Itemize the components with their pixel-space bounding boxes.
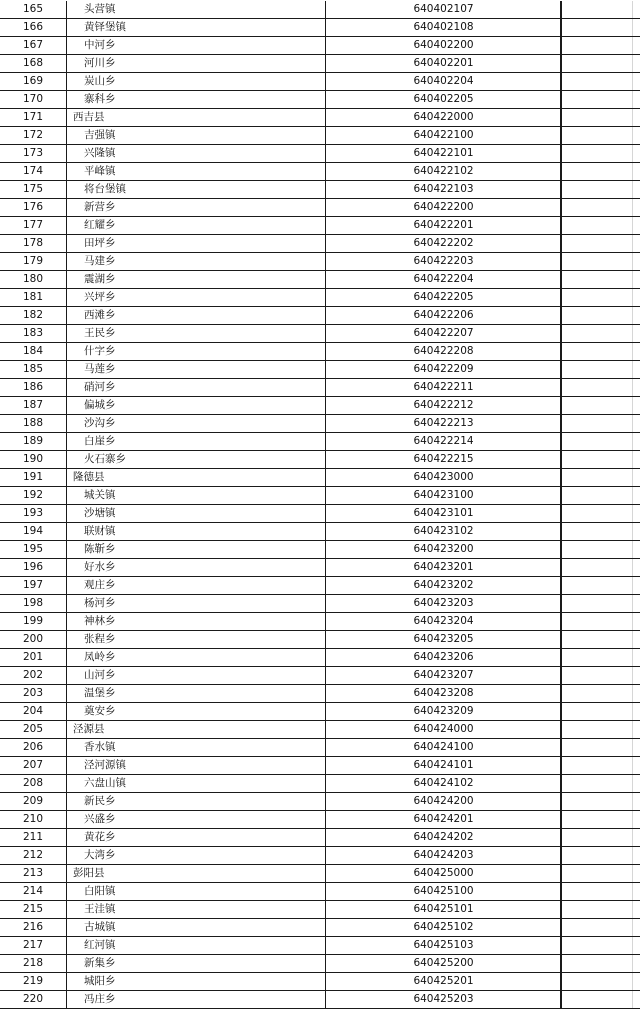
region-name-cell[interactable]: 新营乡 <box>84 201 116 213</box>
region-name-cell[interactable]: 什字乡 <box>84 345 116 357</box>
region-name-cell[interactable]: 兴隆镇 <box>84 147 116 159</box>
region-name-cell[interactable]: 张程乡 <box>84 633 116 645</box>
region-name-cell[interactable]: 城阳乡 <box>84 975 116 987</box>
table-row[interactable] <box>0 505 640 523</box>
region-code-cell[interactable]: 640424201 <box>413 813 474 825</box>
region-code-cell[interactable]: 640423205 <box>413 633 474 645</box>
table-row[interactable] <box>0 253 640 271</box>
row-number-cell[interactable]: 220 <box>22 993 44 1005</box>
table-row[interactable] <box>0 919 640 937</box>
row-number-cell[interactable]: 187 <box>22 399 44 411</box>
table-row[interactable] <box>0 883 640 901</box>
table-row[interactable] <box>0 541 640 559</box>
row-number-cell[interactable]: 166 <box>22 21 44 33</box>
table-row[interactable] <box>0 991 640 1009</box>
row-number-cell[interactable]: 215 <box>22 903 44 915</box>
table-row[interactable] <box>0 955 640 973</box>
row-number-cell[interactable]: 196 <box>22 561 44 573</box>
region-code-cell[interactable]: 640423203 <box>413 597 474 609</box>
row-number-cell[interactable]: 209 <box>22 795 44 807</box>
table-row[interactable] <box>0 577 640 595</box>
region-name-cell[interactable]: 联财镇 <box>84 525 116 537</box>
table-row[interactable] <box>0 613 640 631</box>
region-name-cell[interactable]: 泾河源镇 <box>84 759 126 771</box>
region-name-cell[interactable]: 香水镇 <box>84 741 116 753</box>
row-number-cell[interactable]: 198 <box>22 597 44 609</box>
region-name-cell[interactable]: 黄花乡 <box>84 831 116 843</box>
region-code-cell[interactable]: 640423200 <box>413 543 474 555</box>
region-code-cell[interactable]: 640423209 <box>413 705 474 717</box>
region-name-cell[interactable]: 冯庄乡 <box>84 993 116 1005</box>
region-name-cell[interactable]: 温堡乡 <box>84 687 116 699</box>
region-name-cell[interactable]: 新集乡 <box>84 957 116 969</box>
region-code-cell[interactable]: 640422201 <box>413 219 474 231</box>
row-number-cell[interactable]: 181 <box>22 291 44 303</box>
region-name-cell[interactable]: 西滩乡 <box>84 309 116 321</box>
row-number-cell[interactable]: 165 <box>22 3 44 15</box>
region-code-cell[interactable]: 640423201 <box>413 561 474 573</box>
region-code-cell[interactable]: 640422208 <box>413 345 474 357</box>
region-name-cell[interactable]: 白阳镇 <box>84 885 116 897</box>
region-code-cell[interactable]: 640425100 <box>413 885 474 897</box>
region-code-cell[interactable]: 640422204 <box>413 273 474 285</box>
table-row[interactable] <box>0 685 640 703</box>
table-row[interactable] <box>0 379 640 397</box>
table-row[interactable] <box>0 181 640 199</box>
row-number-cell[interactable]: 218 <box>22 957 44 969</box>
region-code-cell[interactable]: 640422102 <box>413 165 474 177</box>
row-number-cell[interactable]: 190 <box>22 453 44 465</box>
table-row[interactable] <box>0 127 640 145</box>
region-name-cell[interactable]: 中河乡 <box>84 39 116 51</box>
region-name-cell[interactable]: 王洼镇 <box>84 903 116 915</box>
region-name-cell[interactable]: 马莲乡 <box>84 363 116 375</box>
table-row[interactable] <box>0 73 640 91</box>
table-row[interactable] <box>0 793 640 811</box>
region-code-cell[interactable]: 640402108 <box>413 21 474 33</box>
row-number-cell[interactable]: 211 <box>22 831 44 843</box>
region-name-cell[interactable]: 马建乡 <box>84 255 116 267</box>
table-row[interactable] <box>0 163 640 181</box>
table-row[interactable] <box>0 271 640 289</box>
region-code-cell[interactable]: 640422215 <box>413 453 474 465</box>
region-name-cell[interactable]: 彭阳县 <box>73 867 105 879</box>
spreadsheet-table <box>0 1 640 1009</box>
region-code-cell[interactable]: 640422103 <box>413 183 474 195</box>
row-number-cell[interactable]: 217 <box>22 939 44 951</box>
region-code-cell[interactable]: 640422207 <box>413 327 474 339</box>
region-code-cell[interactable]: 640423100 <box>413 489 474 501</box>
row-number-cell[interactable]: 176 <box>22 201 44 213</box>
table-row[interactable] <box>0 847 640 865</box>
table-row[interactable] <box>0 487 640 505</box>
row-number-cell[interactable]: 191 <box>22 471 44 483</box>
table-row[interactable] <box>0 829 640 847</box>
region-code-cell[interactable]: 640422101 <box>413 147 474 159</box>
region-code-cell[interactable]: 640402204 <box>413 75 474 87</box>
row-number-cell[interactable]: 207 <box>22 759 44 771</box>
table-row[interactable] <box>0 595 640 613</box>
row-number-cell[interactable]: 169 <box>22 75 44 87</box>
table-row[interactable] <box>0 343 640 361</box>
table-row[interactable] <box>0 469 640 487</box>
region-name-cell[interactable]: 隆德县 <box>73 471 105 483</box>
row-number-cell[interactable]: 185 <box>22 363 44 375</box>
region-code-cell[interactable]: 640422213 <box>413 417 474 429</box>
row-number-cell[interactable]: 212 <box>22 849 44 861</box>
region-name-cell[interactable]: 古城镇 <box>84 921 116 933</box>
region-name-cell[interactable]: 山河乡 <box>84 669 116 681</box>
region-code-cell[interactable]: 640423204 <box>413 615 474 627</box>
row-number-cell[interactable]: 186 <box>22 381 44 393</box>
row-number-cell[interactable]: 189 <box>22 435 44 447</box>
table-row[interactable] <box>0 631 640 649</box>
region-name-cell[interactable]: 泾源县 <box>73 723 105 735</box>
region-name-cell[interactable]: 王民乡 <box>84 327 116 339</box>
region-code-cell[interactable]: 640425203 <box>413 993 474 1005</box>
table-row[interactable] <box>0 55 640 73</box>
region-name-cell[interactable]: 炭山乡 <box>84 75 116 87</box>
table-row[interactable] <box>0 721 640 739</box>
row-number-cell[interactable]: 167 <box>22 39 44 51</box>
table-row[interactable] <box>0 937 640 955</box>
region-code-cell[interactable]: 640422205 <box>413 291 474 303</box>
region-name-cell[interactable]: 将台堡镇 <box>84 183 126 195</box>
region-name-cell[interactable]: 兴盛乡 <box>84 813 116 825</box>
table-row[interactable] <box>0 433 640 451</box>
row-number-cell[interactable]: 178 <box>22 237 44 249</box>
region-name-cell[interactable]: 新民乡 <box>84 795 116 807</box>
row-number-cell[interactable]: 188 <box>22 417 44 429</box>
region-name-cell[interactable]: 火石寨乡 <box>84 453 126 465</box>
table-row[interactable] <box>0 91 640 109</box>
row-number-cell[interactable]: 175 <box>22 183 44 195</box>
region-code-cell[interactable]: 640425000 <box>413 867 474 879</box>
region-code-cell[interactable]: 640423207 <box>413 669 474 681</box>
table-row[interactable] <box>0 973 640 991</box>
row-number-cell[interactable]: 179 <box>22 255 44 267</box>
region-name-cell[interactable]: 田坪乡 <box>84 237 116 249</box>
row-number-cell[interactable]: 195 <box>22 543 44 555</box>
table-row[interactable] <box>0 397 640 415</box>
region-name-cell[interactable]: 河川乡 <box>84 57 116 69</box>
region-name-cell[interactable]: 平峰镇 <box>84 165 116 177</box>
region-name-cell[interactable]: 西吉县 <box>73 111 105 123</box>
row-number-cell[interactable]: 203 <box>22 687 44 699</box>
region-name-cell[interactable]: 好水乡 <box>84 561 116 573</box>
row-number-cell[interactable]: 204 <box>22 705 44 717</box>
region-code-cell[interactable]: 640425201 <box>413 975 474 987</box>
row-number-cell[interactable]: 213 <box>22 867 44 879</box>
table-row[interactable] <box>0 865 640 883</box>
region-code-cell[interactable]: 640423000 <box>413 471 474 483</box>
region-name-cell[interactable]: 白崖乡 <box>84 435 116 447</box>
table-body <box>0 1 640 1009</box>
table-row[interactable] <box>0 361 640 379</box>
region-name-cell[interactable]: 红耀乡 <box>84 219 116 231</box>
region-name-cell[interactable]: 寨科乡 <box>84 93 116 105</box>
table-row[interactable] <box>0 649 640 667</box>
row-number-cell[interactable]: 172 <box>22 129 44 141</box>
region-code-cell[interactable]: 640425102 <box>413 921 474 933</box>
row-number-cell[interactable]: 168 <box>22 57 44 69</box>
table-row[interactable] <box>0 199 640 217</box>
table-row[interactable] <box>0 775 640 793</box>
row-number-cell[interactable]: 216 <box>22 921 44 933</box>
table-row[interactable] <box>0 109 640 127</box>
region-name-cell[interactable]: 杨河乡 <box>84 597 116 609</box>
region-name-cell[interactable]: 黄铎堡镇 <box>84 21 126 33</box>
region-name-cell[interactable]: 沙塘镇 <box>84 507 116 519</box>
region-code-cell[interactable]: 640422200 <box>413 201 474 213</box>
region-name-cell[interactable]: 观庄乡 <box>84 579 116 591</box>
region-code-cell[interactable]: 640402200 <box>413 39 474 51</box>
region-code-cell[interactable]: 640422203 <box>413 255 474 267</box>
region-name-cell[interactable]: 陈靳乡 <box>84 543 116 555</box>
table-row[interactable] <box>0 757 640 775</box>
row-number-cell[interactable]: 199 <box>22 615 44 627</box>
region-code-cell[interactable]: 640402205 <box>413 93 474 105</box>
row-number-cell[interactable]: 192 <box>22 489 44 501</box>
region-code-cell[interactable]: 640424200 <box>413 795 474 807</box>
region-code-cell[interactable]: 640422206 <box>413 309 474 321</box>
row-number-cell[interactable]: 174 <box>22 165 44 177</box>
row-number-cell[interactable]: 180 <box>22 273 44 285</box>
table-row[interactable] <box>0 19 640 37</box>
region-name-cell[interactable]: 奠安乡 <box>84 705 116 717</box>
region-name-cell[interactable]: 偏城乡 <box>84 399 116 411</box>
table-row[interactable] <box>0 559 640 577</box>
region-code-cell[interactable]: 640422209 <box>413 363 474 375</box>
region-code-cell[interactable]: 640424000 <box>413 723 474 735</box>
region-code-cell[interactable]: 640424203 <box>413 849 474 861</box>
region-name-cell[interactable]: 硝河乡 <box>84 381 116 393</box>
table-row[interactable] <box>0 145 640 163</box>
table-row[interactable] <box>0 37 640 55</box>
row-number-cell[interactable]: 170 <box>22 93 44 105</box>
region-name-cell[interactable]: 神林乡 <box>84 615 116 627</box>
row-number-cell[interactable]: 173 <box>22 147 44 159</box>
row-number-cell[interactable]: 194 <box>22 525 44 537</box>
region-name-cell[interactable]: 红河镇 <box>84 939 116 951</box>
table-row[interactable] <box>0 415 640 433</box>
row-number-cell[interactable]: 200 <box>22 633 44 645</box>
region-code-cell[interactable]: 640422202 <box>413 237 474 249</box>
region-code-cell[interactable]: 640422214 <box>413 435 474 447</box>
region-code-cell[interactable]: 640424102 <box>413 777 474 789</box>
table-row[interactable] <box>0 667 640 685</box>
row-number-cell[interactable]: 205 <box>22 723 44 735</box>
region-name-cell[interactable]: 凤岭乡 <box>84 651 116 663</box>
table-row[interactable] <box>0 523 640 541</box>
row-number-cell[interactable]: 184 <box>22 345 44 357</box>
region-name-cell[interactable]: 兴坪乡 <box>84 291 116 303</box>
table-row[interactable] <box>0 901 640 919</box>
region-code-cell[interactable]: 640422211 <box>413 381 474 393</box>
row-number-cell[interactable]: 201 <box>22 651 44 663</box>
table-row[interactable] <box>0 235 640 253</box>
row-number-cell[interactable]: 193 <box>22 507 44 519</box>
region-code-cell[interactable]: 640423101 <box>413 507 474 519</box>
region-code-cell[interactable]: 640424202 <box>413 831 474 843</box>
region-code-cell[interactable]: 640425101 <box>413 903 474 915</box>
region-code-cell[interactable]: 640423206 <box>413 651 474 663</box>
region-name-cell[interactable]: 震湖乡 <box>84 273 116 285</box>
region-code-cell[interactable]: 640425103 <box>413 939 474 951</box>
region-code-cell[interactable]: 640423102 <box>413 525 474 537</box>
table-row[interactable] <box>0 811 640 829</box>
row-number-cell[interactable]: 197 <box>22 579 44 591</box>
region-code-cell[interactable]: 640424100 <box>413 741 474 753</box>
region-code-cell[interactable]: 640423208 <box>413 687 474 699</box>
region-name-cell[interactable]: 吉强镇 <box>84 129 116 141</box>
region-code-cell[interactable]: 640424101 <box>413 759 474 771</box>
region-name-cell[interactable]: 六盘山镇 <box>84 777 126 789</box>
table-row[interactable] <box>0 1 640 19</box>
region-code-cell[interactable]: 640402201 <box>413 57 474 69</box>
table-row[interactable] <box>0 325 640 343</box>
row-number-cell[interactable]: 182 <box>22 309 44 321</box>
table-row[interactable] <box>0 739 640 757</box>
table-row[interactable] <box>0 217 640 235</box>
table-row[interactable] <box>0 289 640 307</box>
table-row[interactable] <box>0 451 640 469</box>
table-row[interactable] <box>0 307 640 325</box>
region-name-cell[interactable]: 大湾乡 <box>84 849 116 861</box>
row-number-cell[interactable]: 208 <box>22 777 44 789</box>
region-code-cell[interactable]: 640425200 <box>413 957 474 969</box>
row-number-cell[interactable]: 214 <box>22 885 44 897</box>
row-number-cell[interactable]: 183 <box>22 327 44 339</box>
row-number-cell[interactable]: 171 <box>22 111 44 123</box>
region-name-cell[interactable]: 沙沟乡 <box>84 417 116 429</box>
row-number-cell[interactable]: 202 <box>22 669 44 681</box>
row-number-cell[interactable]: 206 <box>22 741 44 753</box>
region-code-cell[interactable]: 640423202 <box>413 579 474 591</box>
row-number-cell[interactable]: 219 <box>22 975 44 987</box>
region-code-cell[interactable]: 640422000 <box>413 111 474 123</box>
region-name-cell[interactable]: 城关镇 <box>84 489 116 501</box>
region-code-cell[interactable]: 640402107 <box>413 3 474 15</box>
region-name-cell[interactable]: 头营镇 <box>84 3 116 15</box>
row-number-cell[interactable]: 210 <box>22 813 44 825</box>
region-code-cell[interactable]: 640422212 <box>413 399 474 411</box>
table-row[interactable] <box>0 703 640 721</box>
row-number-cell[interactable]: 177 <box>22 219 44 231</box>
region-code-cell[interactable]: 640422100 <box>413 129 474 141</box>
